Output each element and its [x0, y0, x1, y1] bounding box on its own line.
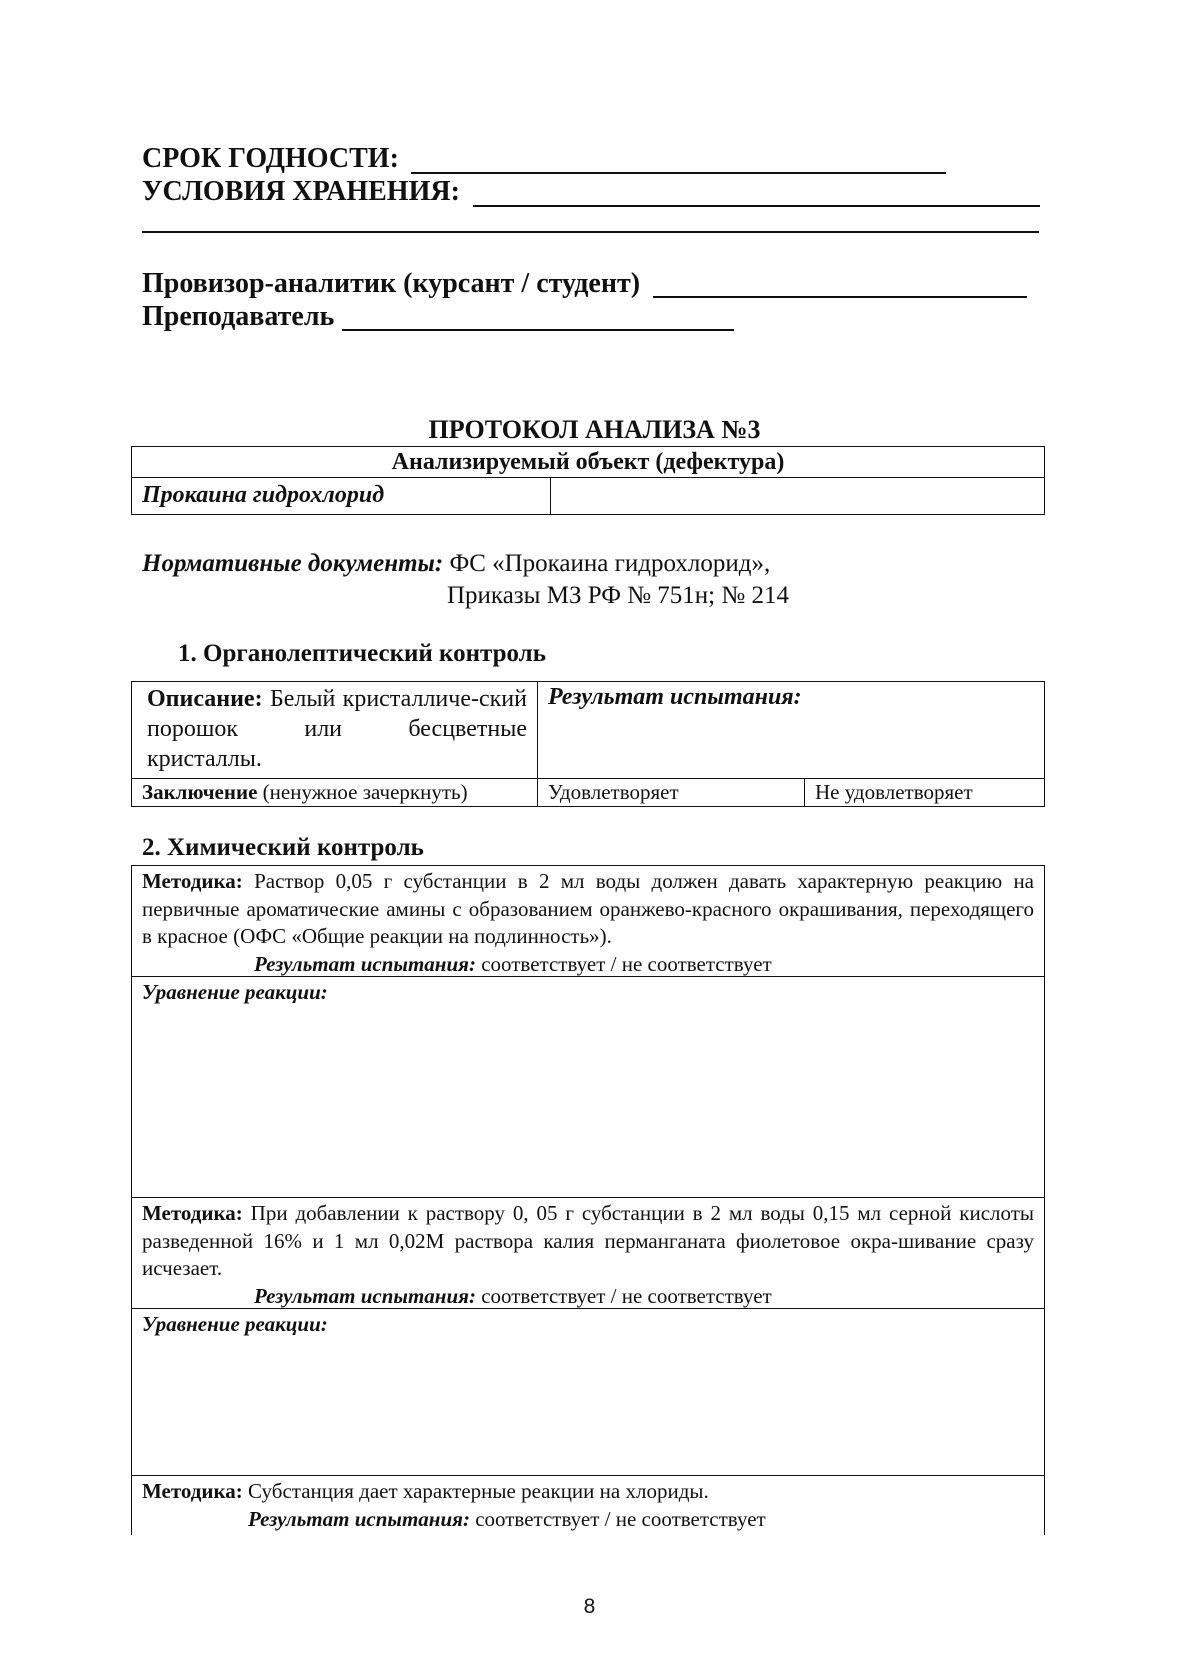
method3-text	[132, 1476, 1044, 1506]
normative-docs-line1: ФС «Прокаина гидрохлорид»,	[449, 550, 771, 577]
organoleptic-table	[131, 681, 1045, 807]
teacher-label: Преподаватель	[142, 301, 335, 332]
method2-body: При добавлении к раствору 0, 05 г субстанции в 2 мл воды 0,15 мл серной кислоты разведенной 16% и 1 мл 0,02М раствора калия перманганата фиолетовое окра-шивание сразу исчезает.	[142, 1201, 1035, 1280]
method1-result[interactable]	[132, 951, 1044, 979]
method2-result-options[interactable]: соответствует / не соответствует	[481, 1283, 772, 1308]
equation1-block[interactable]	[131, 976, 1045, 1197]
analyst-label: Провизор-аналитик (курсант / студент)	[142, 268, 641, 299]
organoleptic-result-cell[interactable]	[538, 682, 1045, 779]
method3-body: Субстанция дает характерные реакции на хлориды.	[248, 1479, 709, 1503]
storage-conditions-field[interactable]	[473, 205, 1040, 207]
method3-label: Методика:	[142, 1479, 243, 1503]
method1-result-label: Результат испытания:	[254, 951, 476, 976]
object-table-header: Анализируемый объект (дефектура)	[132, 447, 1045, 478]
description-cell	[132, 682, 538, 779]
description-label: Описание:	[147, 686, 263, 712]
object-name: Прокаина гидрохлорид	[132, 478, 551, 515]
method3-block	[131, 1475, 1045, 1535]
method2-label: Методика:	[142, 1201, 243, 1225]
method1-label: Методика:	[142, 869, 243, 893]
storage-conditions-field-line2[interactable]	[142, 231, 1039, 233]
method1-text	[132, 866, 1044, 951]
analyst-signature-field[interactable]	[653, 296, 1027, 298]
method1-block	[131, 865, 1045, 976]
method3-result[interactable]	[132, 1506, 1044, 1534]
equation2-block[interactable]	[131, 1308, 1045, 1475]
shelf-life-field[interactable]	[411, 172, 946, 174]
description-text: Белый кристалличе-ский порошок или бесцветные кристаллы.	[147, 686, 527, 772]
page-number: 8	[583, 1595, 596, 1618]
organoleptic-result-label: Результат испытания:	[548, 684, 802, 710]
equation1-label: Уравнение реакции:	[142, 980, 328, 1004]
method2-block	[131, 1197, 1045, 1308]
method2-text	[132, 1198, 1044, 1283]
object-table	[131, 446, 1045, 515]
normative-docs-label: Нормативные документы:	[142, 550, 444, 577]
method2-result-label: Результат испытания:	[254, 1283, 476, 1308]
conclusion-cell	[132, 779, 538, 807]
conclusion-label: Заключение	[142, 780, 258, 804]
object-value-field[interactable]	[551, 478, 1045, 515]
shelf-life-label: СРОК ГОДНОСТИ:	[142, 143, 399, 174]
conclusion-option-not-satisfies[interactable]: Не удовлетворяет	[805, 779, 1045, 807]
storage-conditions-label: УСЛОВИЯ ХРАНЕНИЯ:	[142, 176, 460, 207]
conclusion-option-satisfies[interactable]: Удовлетворяет	[538, 779, 805, 807]
normative-docs-line2: Приказы МЗ РФ № 751н; № 214	[447, 582, 789, 609]
method2-result[interactable]	[132, 1283, 1044, 1311]
method3-result-options[interactable]: соответствует / не соответствует	[475, 1506, 766, 1531]
teacher-signature-field[interactable]	[342, 329, 734, 331]
equation2-label: Уравнение реакции:	[142, 1312, 328, 1336]
normative-docs	[142, 550, 770, 578]
method3-result-label: Результат испытания:	[248, 1506, 470, 1531]
protocol-title: ПРОТОКОЛ АНАЛИЗА №3	[428, 415, 761, 444]
section1-title: 1. Органолептический контроль	[178, 640, 546, 667]
method1-result-options[interactable]: соответствует / не соответствует	[481, 951, 772, 976]
section2-title: 2. Химический контроль	[142, 834, 424, 861]
method1-body: Раствор 0,05 г субстанции в 2 мл воды должен давать характерную реакцию на первичные ароматические амины с образованием оранжево-красного окрашивания, переходящего в красное (ОФС «Общие реакции на подлинность»).	[142, 869, 1035, 948]
conclusion-note: (ненужное зачеркнуть)	[262, 780, 468, 804]
